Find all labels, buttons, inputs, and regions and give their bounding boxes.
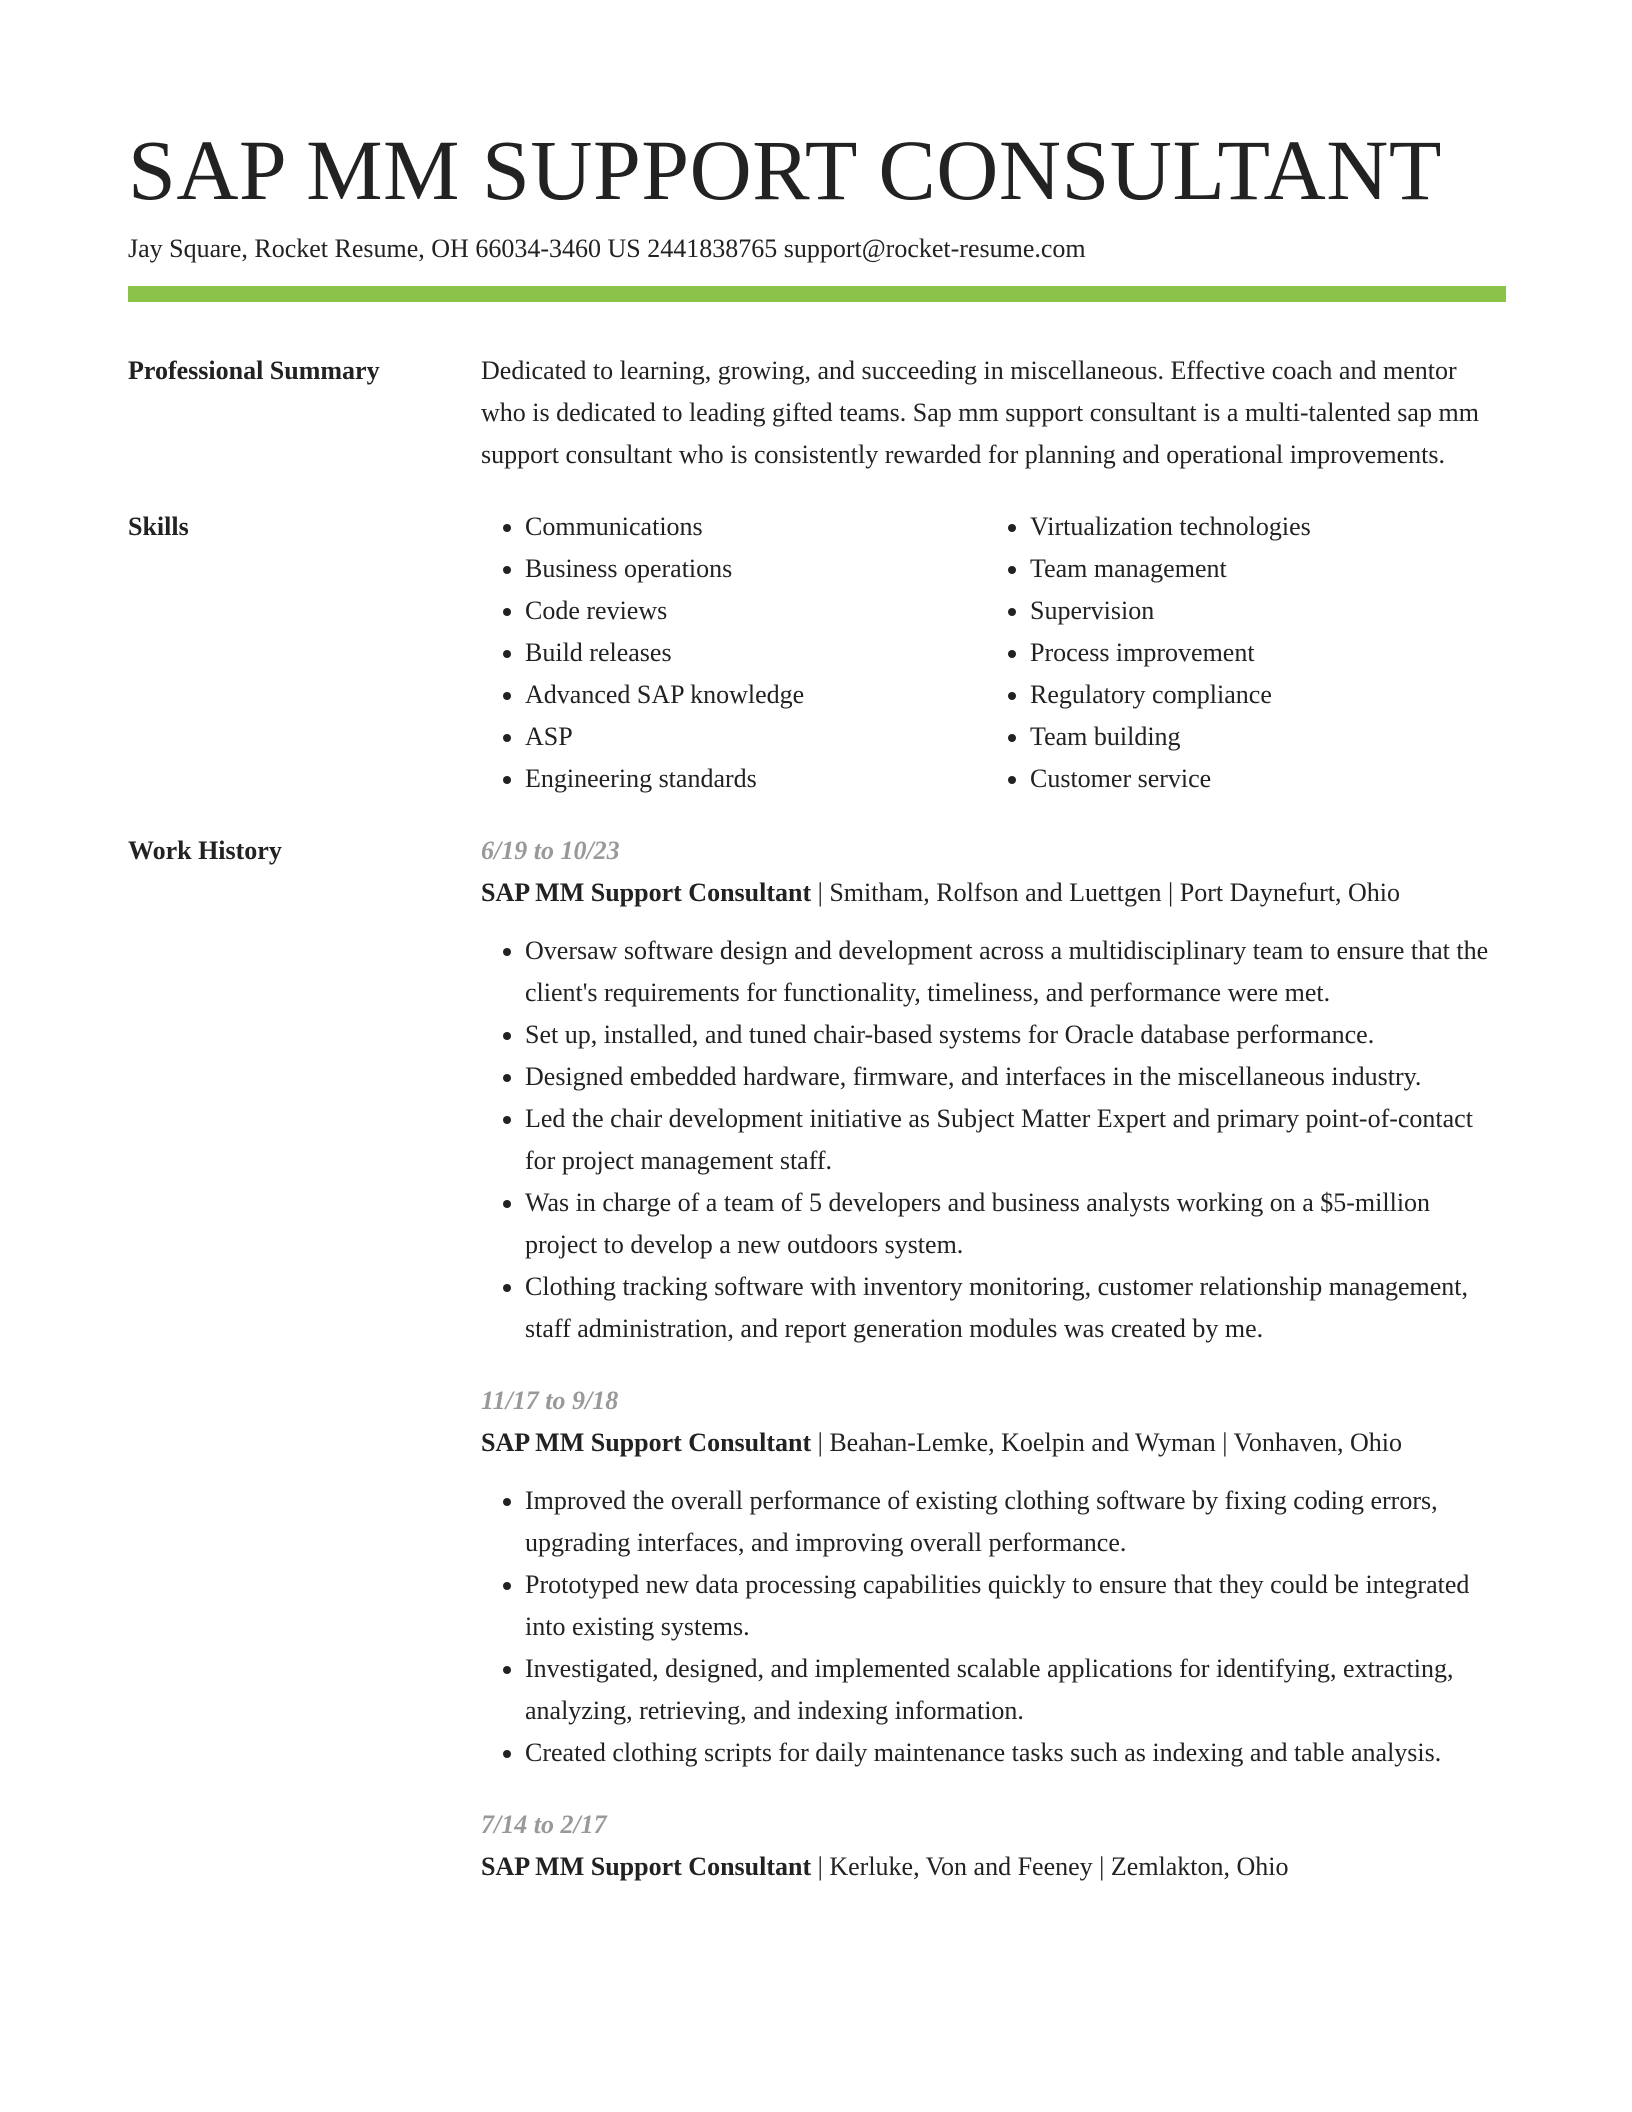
contact-address: Jay Square, Rocket Resume, OH 66034-3460 US: [128, 234, 641, 263]
skills-heading: Skills: [128, 512, 189, 541]
work-history-heading: Work History: [128, 836, 282, 865]
job-company: Smitham, Rolfson and Luettgen: [829, 878, 1162, 907]
work-history-section: [128, 830, 1506, 1888]
skill-item: • Virtualization technologies: [1030, 506, 1491, 548]
summary-section: [128, 350, 1506, 476]
job-location: Vonhaven, Ohio: [1233, 1428, 1402, 1457]
job-bullet: • Designed embedded hardware, firmware, and interfaces in the miscellaneous industry.: [525, 1056, 1506, 1098]
skill-item: • Supervision: [1030, 590, 1491, 632]
skill-item: • ASP: [525, 716, 986, 758]
contact-line: [128, 232, 1506, 266]
job-bullet: • Set up, installed, and tuned chair-based systems for Oracle database performance.: [525, 1014, 1506, 1056]
job-heading: SAP MM Support Consultant | Kerluke, Von and Feeney | Zemlakton, Ohio: [481, 1852, 1289, 1881]
skill-item: • Team building: [1030, 716, 1491, 758]
job-bullet: • Investigated, designed, and implemented scalable applications for identifying, extracting, analyzing, retrieving, and indexing information.: [525, 1648, 1506, 1732]
job-bullet-list: [481, 930, 1506, 1350]
job-entry: [481, 1804, 1506, 1888]
skill-item: • Advanced SAP knowledge: [525, 674, 986, 716]
skill-item: • Engineering standards: [525, 758, 986, 800]
job-bullet: • Improved the overall performance of existing clothing software by fixing coding errors, upgrading interfaces, and improving overall performance.: [525, 1480, 1506, 1564]
resume-title: SAP MM SUPPORT CONSULTANT: [128, 122, 1442, 218]
job-entry: [481, 830, 1506, 1350]
job-dates: 7/14 to 2/17: [481, 1810, 607, 1839]
skill-item: • Team management: [1030, 548, 1491, 590]
job-company: Beahan-Lemke, Koelpin and Wyman: [829, 1428, 1216, 1457]
skills-section: [128, 506, 1506, 800]
job-dates: 6/19 to 10/23: [481, 836, 620, 865]
job-bullet: • Prototyped new data processing capabilities quickly to ensure that they could be integrated into existing systems.: [525, 1564, 1506, 1648]
job-location: Port Daynefurt, Ohio: [1179, 878, 1400, 907]
summary-heading: Professional Summary: [128, 356, 380, 385]
summary-text: Dedicated to learning, growing, and succeeding in miscellaneous. Effective coach and mentor who is dedicated to leading gifted teams. Sap mm support consultant is a multi-talented sap mm support consultant who is consistently rewarded for planning and operational improvements.: [481, 356, 1479, 469]
job-title: SAP MM Support Consultant: [481, 878, 812, 907]
job-company: Kerluke, Von and Feeney: [829, 1852, 1093, 1881]
skills-list-left: [481, 506, 986, 800]
skills-list-right: [986, 506, 1491, 800]
skill-item: • Code reviews: [525, 590, 986, 632]
header-divider: [128, 286, 1506, 302]
skill-item: • Customer service: [1030, 758, 1491, 800]
job-entry: [481, 1380, 1506, 1774]
resume-page: [128, 120, 1506, 1888]
job-bullet-list: [481, 1480, 1506, 1774]
job-heading: SAP MM Support Consultant | Smitham, Rolfson and Luettgen | Port Daynefurt, Ohio: [481, 878, 1400, 907]
job-heading: SAP MM Support Consultant | Beahan-Lemke, Koelpin and Wyman | Vonhaven, Ohio: [481, 1428, 1402, 1457]
skill-item: • Business operations: [525, 548, 986, 590]
job-bullet: • Oversaw software design and development across a multidisciplinary team to ensure that the client's requirements for functionality, timeliness, and performance were met.: [525, 930, 1506, 1014]
job-bullet: • Was in charge of a team of 5 developers and business analysts working on a $5-million project to develop a new outdoors system.: [525, 1182, 1506, 1266]
contact-email[interactable]: support@rocket-resume.com: [783, 234, 1086, 263]
job-dates: 11/17 to 9/18: [481, 1386, 619, 1415]
contact-phone: 2441838765: [647, 234, 778, 263]
skill-item: • Process improvement: [1030, 632, 1491, 674]
skill-item: • Build releases: [525, 632, 986, 674]
job-title: SAP MM Support Consultant: [481, 1852, 812, 1881]
job-bullet: • Created clothing scripts for daily maintenance tasks such as indexing and table analysis.: [525, 1732, 1506, 1774]
job-bullet: • Clothing tracking software with inventory monitoring, customer relationship management, staff administration, and report generation modules was created by me.: [525, 1266, 1506, 1350]
skill-item: • Communications: [525, 506, 986, 548]
job-title: SAP MM Support Consultant: [481, 1428, 812, 1457]
job-bullet: • Led the chair development initiative as Subject Matter Expert and primary point-of-contact for project management staff.: [525, 1098, 1506, 1182]
skill-item: • Regulatory compliance: [1030, 674, 1491, 716]
job-location: Zemlakton, Ohio: [1110, 1852, 1289, 1881]
